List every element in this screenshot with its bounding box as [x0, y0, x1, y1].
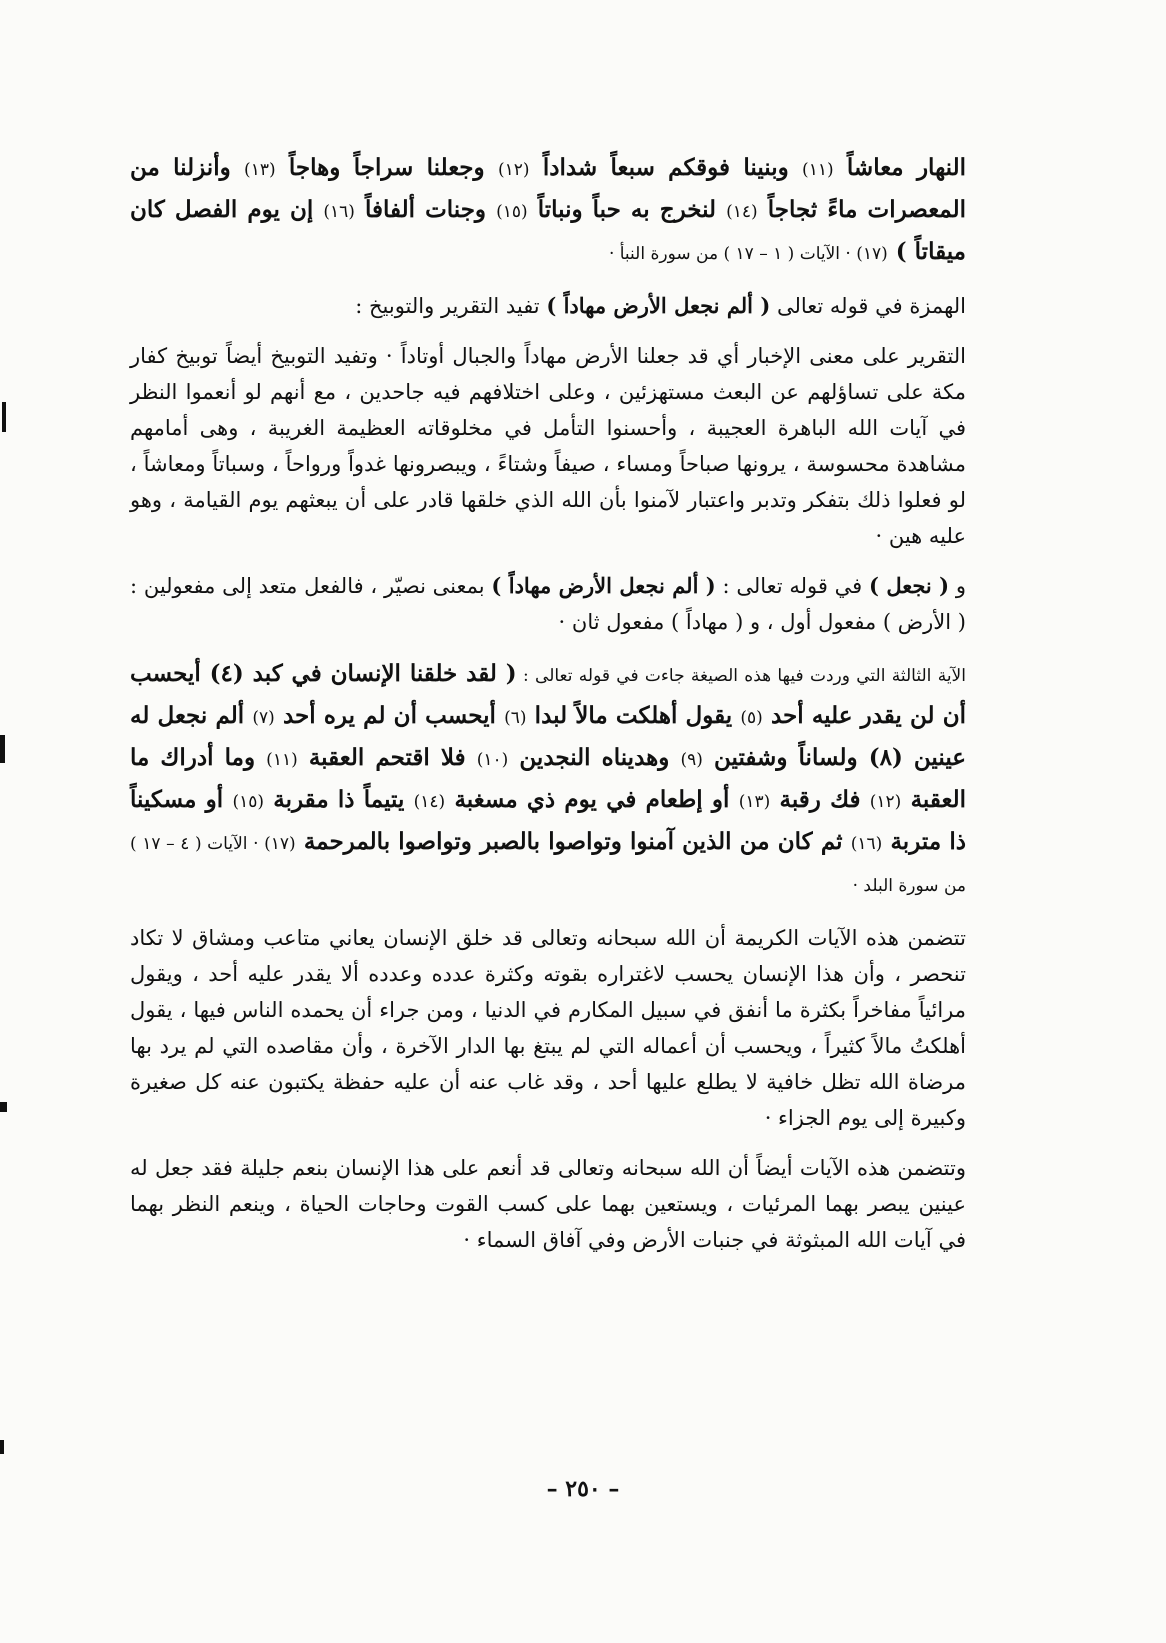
paragraph-2 — [130, 288, 966, 324]
body-text: (١٣) — [738, 792, 771, 812]
body-text: الهمزة في قوله تعالى — [770, 294, 966, 318]
page-body — [130, 148, 966, 1272]
quran-text: وهديناه النجدين — [508, 744, 681, 771]
quran-text: وبنينا فوقكم سبعاً شداداً — [529, 154, 803, 181]
body-text: (١٣) — [244, 160, 276, 180]
body-text: التقرير على معنى الإخبار أي قد جعلنا الأرض مهاداً والجبال أوتاداً · وتفيد التوبيخ أيضاً توبيخ كفار مكة على تساؤلهم عن البعث مستهزئين ، وعلى اختلافهم فيه جاحدين ، مع أنهم لو أنعموا النظر في آيات الله الباهرة العجيبة ، وأحسنوا التأمل في مخلوقاته العظيمة الغريبة ، وهى أمامهم مشاهدة محسوسة ، يرونها صباحاً ومساء ، صيفاً وشتاءً ، ويبصرونها غدواً ورواحاً ، وسباتاً ومعاشاً ، لو فعلوا ذلك بتفكر وتدبر واعتبار لآمنوا بأن الله الذي خلقها قادر على أن يبعثهم يوم القيامة ، وهو عليه هين · — [130, 344, 966, 548]
body-text: (١١) — [266, 750, 298, 770]
body-text: (٩) — [680, 750, 703, 770]
quran-text: ألم نجعل له عينين (٨) ولساناً وشفتين — [130, 702, 966, 771]
paragraph-1 — [130, 148, 966, 274]
quran-text: أو إطعام في يوم ذي مسغبة — [445, 786, 739, 813]
body-text: (١٢) — [497, 160, 530, 180]
quran-text: أو مسكيناً ذا متربة — [130, 786, 966, 855]
paragraph-4 — [130, 568, 966, 640]
quran-text: فك رقبة — [770, 786, 870, 813]
body-text: و — [949, 574, 966, 598]
page-number-dash: – — [546, 1476, 566, 1502]
quran-text: ثم كان من الذين آمنوا وتواصوا بالصبر وتواصوا بالمرحمة — [295, 828, 851, 855]
body-text: (١٥) — [496, 202, 528, 222]
quran-text: إن يوم الفصل كان ميقاتاً ) — [130, 196, 966, 265]
paragraph-7 — [130, 1150, 966, 1258]
quran-text: ( ألم نجعل الأرض مهاداً ) — [491, 573, 716, 598]
body-text: (١١) — [802, 160, 834, 180]
body-text: (٦) — [504, 708, 527, 728]
margin-mark — [0, 735, 5, 763]
page-number-value: ٢٥٠ — [565, 1476, 601, 1502]
body-text: تتضمن هذه الآيات الكريمة أن الله سبحانه وتعالى قد خلق الإنسان يعاني متاعب ومشاق لا تكاد تنحصر ، وأن هذا الإنسان يحسب لاغتراره بقوته وكثرة عدده وعدده ألا يقدر عليه أحد ، ويقول مرائياً مفاخراً بكثرة ما أنفق في سبيل المكارم في الدنيا ، ومن جراء أن يحمده الناس فيها ، يقول أهلكتُ مالاً كثيراً ، ويحسب أن أعماله التي لم يبتغ بها الدار الآخرة ، وأن مقاصده التي لم يرد بها مرضاة الله تظل خافية لا يطلع عليها أحد ، وقد غاب عنه أن عليه حفظة يكتبون عنه كل صغيرة وكبيرة إلى يوم الجزاء · — [130, 926, 966, 1130]
quran-text: فلا اقتحم العقبة — [297, 744, 477, 771]
body-text: (١٦) — [850, 834, 883, 854]
quran-text: وأنزلنا من المعصرات ماءً ثجاجاً — [130, 154, 967, 223]
body-text: (١٥) — [232, 792, 264, 812]
quran-text: ( ألم نجعل الأرض مهاداً ) — [546, 293, 771, 318]
body-text: (١٦) — [323, 202, 355, 222]
body-text: (١٠) — [476, 750, 509, 770]
body-text: (٥) — [740, 708, 763, 728]
quran-text: لنخرج به حباً ونباتاً — [527, 196, 727, 223]
page-number — [0, 1476, 1166, 1502]
body-text: بمعنى نصيّر ، فالفعل متعد إلى مفعولين : ( الأرض ) مفعول أول ، و ( مهاداً ) مفعول ثان · — [130, 574, 966, 634]
body-text: (١٤) — [726, 202, 758, 222]
paragraph-6 — [130, 920, 966, 1136]
margin-mark — [2, 402, 6, 432]
page-number-dash: – — [600, 1476, 620, 1502]
quran-text: ( لقد خلقنا الإنسان في كبد (٤) أيحسب أن لن يقدر عليه أحد — [130, 660, 967, 729]
body-text: (١٧) · الآيات ( ٤ – ١٧ ) من سورة البلد · — [130, 834, 966, 896]
quran-text: يقول أهلكت مالاً لبدا — [526, 702, 741, 729]
body-text: تفيد التقرير والتوبيخ : — [355, 294, 547, 318]
quran-text: النهار معاشاً — [833, 154, 967, 181]
body-text: (١٧) · الآيات ( ١ – ١٧ ) من سورة النبأ · — [608, 244, 888, 264]
quran-text: يتيماً ذا مقربة — [264, 786, 414, 813]
body-text: في قوله تعالى : — [715, 574, 869, 598]
quran-text: وجعلنا سراجاً وهاجاً — [275, 154, 498, 181]
body-text: (٧) — [252, 708, 275, 728]
quran-text: وجنات ألفافاً — [354, 196, 497, 223]
quran-text: ( نجعل ) — [868, 573, 950, 598]
body-text: الآية الثالثة التي وردت فيها هذه الصيغة جاءت في قوله تعالى : — [516, 666, 966, 686]
paragraph-5 — [130, 654, 966, 906]
quran-text: وما أدراك ما العقبة — [130, 744, 966, 813]
quran-text: أيحسب أن لم يره أحد — [274, 702, 505, 729]
body-text: (١٤) — [413, 792, 446, 812]
body-text: وتتضمن هذه الآيات أيضاً أن الله سبحانه وتعالى قد أنعم على هذا الإنسان بنعم جليلة فقد جعل له عينين يبصر بهما المرئيات ، ويستعين بهما على كسب القوت وحاجات الحياة ، وينعم النظر بهما في آيات الله المبثوثة في جنبات الأرض وفي آفاق السماء · — [130, 1156, 966, 1252]
body-text: (١٢) — [869, 792, 902, 812]
margin-mark — [0, 1102, 7, 1112]
paragraph-3 — [130, 338, 966, 554]
margin-mark — [0, 1440, 4, 1454]
